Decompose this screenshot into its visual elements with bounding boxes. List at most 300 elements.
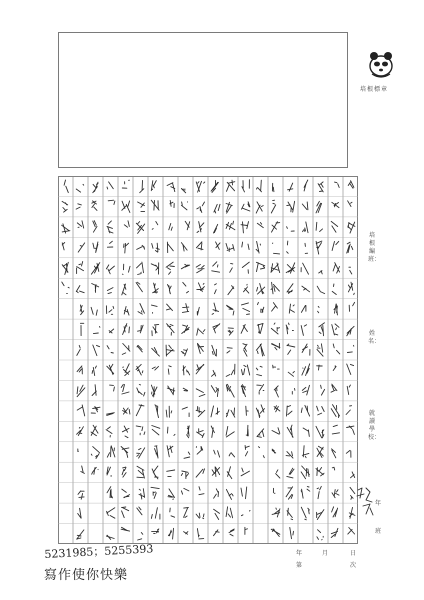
handwritten-character-mark: [273, 365, 280, 369]
handwritten-character-mark: [257, 429, 264, 438]
handwritten-character-mark: [62, 282, 69, 294]
handwritten-character-mark: [287, 227, 295, 232]
handwritten-character-mark: [271, 200, 275, 213]
handwritten-character-mark: [301, 487, 310, 499]
handwritten-character-mark: [256, 405, 264, 418]
handwritten-character-mark: [303, 222, 308, 233]
handwritten-character-mark: [211, 386, 218, 397]
handwritten-character-mark: [331, 221, 338, 232]
handwritten-character-mark: [271, 282, 279, 294]
handwritten-character-mark: [77, 345, 80, 355]
handwritten-character-mark: [347, 426, 355, 434]
handwritten-character-mark: [62, 243, 64, 250]
handwritten-character-mark: [78, 243, 85, 252]
handwritten-character-mark: [138, 325, 144, 333]
handwritten-character-mark: [213, 324, 220, 333]
handwritten-character-mark: [137, 262, 144, 274]
handwritten-character-mark: [182, 325, 190, 333]
handwritten-character-mark: [273, 488, 275, 493]
handwritten-character-mark: [124, 243, 129, 253]
handwritten-character-mark: [196, 265, 204, 273]
handwritten-character-mark: [302, 364, 310, 376]
handwritten-character-mark: [271, 323, 279, 334]
handwritten-character-mark: [91, 425, 98, 436]
handwritten-character-mark: [152, 466, 158, 479]
handwritten-character-mark: [242, 242, 249, 249]
handwritten-character-mark: [242, 365, 250, 375]
handwritten-character-mark: [290, 528, 294, 539]
handwritten-character-mark: [152, 426, 160, 435]
handwritten-character-mark: [241, 511, 250, 516]
handwritten-character-mark: [110, 385, 115, 391]
handwritten-character-mark: [347, 385, 350, 395]
handwritten-character-mark: [246, 406, 248, 415]
handwritten-character-mark: [333, 366, 336, 371]
handwritten-character-mark: [92, 385, 96, 396]
handwritten-character-mark: [152, 222, 158, 230]
handwritten-character-mark: [302, 385, 309, 395]
handwritten-character-mark: [332, 425, 339, 434]
handwritten-character-mark: [226, 408, 234, 417]
handwritten-character-mark: [137, 466, 145, 478]
handwritten-character-mark: [167, 386, 175, 395]
handwritten-character-mark: [151, 200, 159, 210]
handwritten-character-mark: [316, 426, 324, 438]
handwritten-character-mark: [316, 201, 322, 213]
handwritten-character-mark: [272, 183, 274, 191]
handwritten-character-mark: [276, 470, 280, 478]
handwritten-character-mark: [241, 325, 247, 334]
handwritten-character-mark: [107, 364, 114, 374]
handwritten-character-mark: [106, 306, 113, 315]
school-field-label: 就讀學校：: [368, 410, 381, 441]
handwritten-character-mark: [168, 489, 175, 499]
handwritten-character-mark: [151, 508, 160, 519]
handwritten-character-mark: [347, 326, 354, 336]
month-label: 月: [322, 550, 329, 557]
handwritten-character-mark: [214, 489, 219, 498]
handwritten-character-mark: [167, 324, 175, 336]
handwritten-character-mark: [64, 180, 68, 193]
handwritten-character-mark: [287, 508, 293, 519]
handwritten-character-mark: [152, 243, 160, 252]
handwritten-character-mark: [346, 450, 351, 457]
handwritten-character-mark: [316, 468, 324, 476]
handwritten-character-mark: [228, 328, 233, 335]
page-label: 第: [296, 562, 303, 569]
handwritten-character-mark: [287, 344, 295, 354]
handwritten-character-mark: [332, 202, 339, 207]
handwritten-character-mark: [168, 528, 173, 539]
handwritten-character-mark: [226, 221, 235, 230]
handwritten-character-mark: [228, 286, 234, 295]
handwritten-character-mark: [317, 530, 323, 540]
handwritten-character-mark: [109, 329, 114, 333]
handwritten-character-mark: [216, 242, 220, 250]
handwritten-character-mark: [181, 471, 188, 479]
handwritten-character-mark: [272, 343, 280, 350]
handwritten-character-mark: [301, 325, 306, 336]
handwritten-character-mark: [166, 406, 172, 417]
handwritten-character-mark: [152, 529, 159, 534]
handwritten-character-mark: [348, 282, 354, 294]
day-label: 日: [350, 550, 357, 557]
handwritten-character-mark: [331, 528, 338, 537]
handwritten-character-mark: [91, 447, 99, 459]
handwritten-character-mark: [77, 427, 84, 436]
handwritten-character-mark: [167, 183, 175, 192]
handwritten-character-mark: [258, 447, 264, 458]
handwritten-character-mark: [122, 344, 130, 355]
handwritten-character-mark: [226, 364, 235, 376]
contact-stamp: [44, 542, 154, 583]
handwritten-character-mark: [166, 262, 174, 274]
handwritten-character-mark: [214, 204, 220, 213]
handwritten-character-mark: [212, 345, 217, 356]
class-suffix-label: 班: [374, 528, 381, 535]
handwritten-character-mark: [317, 365, 323, 370]
handwritten-character-mark: [124, 307, 129, 316]
handwritten-character-mark: [287, 201, 295, 212]
handwritten-character-mark: [151, 181, 156, 191]
handwritten-character-mark: [107, 346, 113, 353]
handwritten-character-mark: [77, 262, 84, 274]
handwritten-character-mark: [151, 385, 157, 397]
handwritten-character-mark: [91, 407, 100, 414]
handwritten-character-mark: [212, 370, 216, 376]
handwritten-character-mark: [256, 366, 262, 375]
teacher-comment-box: [58, 32, 348, 168]
handwritten-character-mark: [229, 453, 235, 457]
handwritten-character-mark: [288, 183, 293, 191]
handwritten-character-mark: [332, 324, 339, 335]
handwritten-character-mark: [301, 466, 309, 479]
handwritten-character-mark: [197, 429, 205, 438]
handwritten-character-mark: [257, 180, 262, 192]
handwritten-character-mark: [271, 529, 280, 537]
handwritten-character-mark: [272, 303, 278, 312]
handwritten-character-mark: [257, 385, 264, 395]
handwritten-character-mark: [227, 180, 235, 191]
handwritten-character-mark: [317, 406, 325, 415]
handwritten-character-mark: [183, 388, 187, 391]
handwritten-character-mark: [136, 426, 145, 435]
handwritten-character-mark: [302, 344, 310, 355]
handwritten-character-mark: [182, 304, 188, 313]
handwritten-character-mark: [107, 446, 115, 457]
handwritten-character-mark: [302, 446, 309, 458]
handwritten-character-mark: [321, 385, 325, 395]
handwritten-character-mark: [196, 407, 205, 417]
handwritten-character-mark: [245, 446, 249, 456]
handwritten-character-mark: [108, 200, 115, 204]
handwritten-character-mark: [319, 323, 325, 336]
handwritten-character-mark: [274, 406, 280, 412]
handwritten-character-mark: [152, 348, 160, 357]
handwritten-character-mark: [318, 306, 320, 312]
handwritten-character-mark: [183, 282, 189, 293]
handwritten-character-mark: [137, 245, 145, 249]
handwritten-character-mark: [226, 202, 232, 213]
handwritten-character-mark: [316, 241, 322, 254]
handwritten-character-mark: [167, 242, 173, 253]
manuscript-grid: [58, 176, 358, 544]
handwritten-character-mark: [122, 507, 129, 518]
stamp-numbers: 5231985；5255393: [44, 542, 154, 561]
handwritten-character-mark: [93, 345, 100, 356]
handwritten-character-mark: [226, 384, 234, 397]
handwritten-character-mark: [227, 348, 232, 353]
handwritten-character-mark: [155, 405, 159, 418]
handwritten-character-mark: [81, 466, 85, 473]
handwritten-character-mark: [138, 304, 144, 315]
handwritten-character-mark: [151, 487, 159, 498]
handwritten-character-mark: [226, 426, 234, 437]
handwritten-character-mark: [214, 509, 220, 519]
handwritten-character-mark: [274, 386, 278, 397]
times-label: 次: [350, 562, 357, 569]
handwritten-character-mark: [196, 389, 205, 397]
handwritten-character-mark: [319, 271, 323, 274]
handwritten-character-mark: [348, 181, 354, 189]
handwritten-character-mark: [78, 508, 81, 518]
handwritten-character-mark: [272, 508, 280, 517]
handwritten-character-mark: [215, 284, 217, 294]
handwritten-character-mark: [271, 263, 280, 273]
handwritten-character-mark: [167, 470, 175, 477]
handwritten-character-mark: [349, 302, 354, 311]
handwritten-character-mark: [243, 344, 247, 357]
handwritten-character-mark: [256, 202, 263, 213]
handwritten-character-mark: [226, 489, 233, 499]
handwritten-character-mark: [347, 345, 353, 352]
handwritten-character-mark: [211, 406, 219, 417]
handwritten-character-mark: [184, 508, 189, 518]
handwritten-character-mark: [242, 262, 249, 273]
handwritten-character-mark: [349, 267, 352, 274]
handwritten-character-mark: [214, 450, 220, 457]
handwritten-character-mark: [211, 180, 218, 192]
handwritten-character-mark: [168, 366, 171, 375]
handwritten-character-mark: [348, 201, 352, 207]
handwritten-character-mark: [197, 328, 205, 335]
handwritten-character-mark: [351, 472, 355, 478]
handwritten-character-mark: [80, 323, 83, 335]
handwritten-character-mark: [302, 202, 308, 210]
handwritten-character-mark: [168, 427, 176, 435]
handwritten-character-mark: [122, 180, 129, 188]
handwritten-character-mark: [197, 283, 205, 292]
handwritten-character-mark: [181, 202, 187, 210]
handwritten-character-mark: [257, 284, 265, 295]
handwritten-character-mark: [152, 324, 159, 335]
handwritten-character-mark: [199, 487, 204, 495]
handwritten-character-mark: [152, 366, 158, 370]
handwritten-character-mark: [227, 467, 232, 479]
handwritten-character-mark: [257, 323, 263, 333]
handwritten-character-mark: [230, 263, 233, 272]
handwritten-character-mark: [348, 528, 355, 535]
handwritten-character-mark: [244, 284, 249, 293]
handwritten-character-mark: [107, 413, 115, 416]
handwritten-character-mark: [166, 304, 172, 311]
handwritten-character-mark: [93, 327, 100, 334]
handwritten-character-mark: [227, 305, 234, 315]
handwritten-character-mark: [76, 204, 81, 209]
handwritten-character-mark: [106, 427, 112, 437]
handwritten-character-mark: [107, 508, 115, 518]
handwritten-character-mark: [241, 303, 249, 315]
handwritten-character-mark: [140, 181, 144, 193]
handwritten-character-mark: [181, 189, 185, 193]
handwritten-character-mark: [138, 202, 145, 212]
handwritten-character-mark: [347, 364, 354, 375]
handwritten-character-mark: [196, 364, 204, 374]
handwritten-character-mark: [185, 221, 190, 230]
handwritten-character-mark: [301, 305, 306, 312]
handwritten-character-mark: [91, 263, 99, 275]
handwritten-character-mark: [301, 263, 308, 274]
handwritten-character-mark: [77, 366, 82, 374]
handwritten-character-mark: [184, 532, 188, 535]
handwritten-character-mark: [62, 262, 68, 274]
handwritten-character-mark: [332, 467, 334, 470]
handwritten-character-mark: [257, 223, 263, 228]
handwritten-character-mark: [317, 344, 323, 356]
handwritten-character-mark: [241, 487, 247, 499]
panda-mascot-icon: [364, 46, 398, 80]
handwritten-character-mark: [121, 384, 129, 394]
handwritten-character-mark: [153, 283, 159, 293]
handwritten-character-mark: [92, 201, 97, 211]
handwritten-character-mark: [292, 388, 295, 394]
handwritten-character-mark: [122, 489, 130, 498]
handwritten-character-mark: [287, 284, 293, 294]
handwritten-character-mark: [211, 426, 214, 437]
handwritten-character-mark: [332, 490, 339, 498]
handwritten-character-mark: [212, 467, 220, 477]
handwritten-character-mark: [136, 364, 143, 375]
grade-label: 年: [374, 500, 381, 507]
handwritten-character-mark: [122, 264, 130, 274]
handwritten-character-mark: [287, 241, 289, 253]
handwritten-character-mark: [288, 371, 294, 376]
handwritten-character-mark: [92, 366, 96, 376]
handwritten-character-mark: [303, 428, 309, 436]
handwritten-character-mark: [198, 343, 204, 353]
handwritten-character-mark: [76, 286, 84, 293]
handwritten-character-mark: [187, 426, 190, 438]
handwritten-character-mark: [93, 182, 98, 193]
handwritten-character-mark: [91, 307, 97, 315]
handwritten-character-mark: [123, 364, 130, 376]
handwritten-character-mark: [335, 182, 340, 187]
handwritten-character-mark: [196, 469, 204, 477]
handwritten-character-mark: [80, 305, 84, 315]
handwritten-character-mark: [183, 366, 190, 375]
handwritten-character-mark: [107, 487, 113, 498]
handwritten-character-mark: [346, 406, 352, 415]
handwritten-character-mark: [334, 304, 337, 315]
handwritten-character-mark: [332, 241, 339, 250]
handwritten-character-mark: [93, 221, 97, 233]
handwritten-character-mark: [136, 222, 144, 234]
handwritten-character-mark: [181, 349, 187, 356]
handwritten-character-mark: [287, 425, 293, 437]
handwritten-character-mark: [78, 449, 79, 452]
handwritten-character-mark: [106, 535, 114, 539]
handwritten-character-mark: [272, 428, 280, 435]
handwritten-character-mark: [197, 202, 205, 213]
handwritten-character-mark: [181, 243, 187, 252]
handwritten-character-mark: [286, 487, 293, 499]
handwritten-character-mark: [317, 510, 324, 520]
handwritten-character-mark: [273, 243, 280, 254]
handwritten-character-mark: [155, 446, 159, 458]
handwritten-character-mark: [78, 491, 84, 499]
handwritten-character-mark: [136, 282, 142, 292]
handwritten-character-mark: [166, 345, 174, 356]
handwritten-character-mark: [242, 180, 250, 192]
handwritten-character-mark: [92, 467, 98, 474]
handwritten-character-mark: [167, 446, 173, 457]
handwritten-character-mark: [316, 222, 322, 231]
handwritten-character-mark: [286, 323, 293, 334]
handwritten-character-mark: [137, 345, 142, 352]
handwritten-character-mark: [107, 288, 113, 294]
handwritten-character-mark: [122, 426, 129, 438]
handwritten-character-mark: [256, 241, 260, 253]
handwritten-character-mark: [107, 241, 112, 247]
handwritten-character-mark: [93, 242, 98, 253]
class-field-label: 培根編班：: [368, 232, 381, 263]
handwritten-character-mark: [318, 182, 323, 192]
handwritten-character-mark: [304, 180, 308, 191]
handwritten-character-mark: [182, 407, 189, 416]
handwritten-character-mark: [181, 488, 189, 494]
handwritten-character-mark: [121, 527, 130, 531]
handwritten-character-mark: [256, 262, 264, 271]
handwritten-character-mark: [196, 242, 203, 250]
handwritten-character-mark: [302, 286, 310, 292]
handwritten-character-mark: [272, 222, 280, 232]
name-field-label: 姓名：: [368, 330, 381, 345]
handwritten-character-mark: [245, 527, 248, 534]
handwritten-character-mark: [121, 447, 129, 458]
handwritten-character-mark: [301, 405, 309, 416]
handwritten-character-mark: [197, 529, 203, 539]
handwritten-character-mark: [286, 263, 295, 273]
handwritten-character-mark: [196, 513, 204, 519]
handwritten-character-mark: [77, 530, 84, 539]
handwritten-character-mark: [92, 284, 99, 293]
handwritten-character-mark: [107, 182, 113, 189]
handwritten-character-mark: [107, 221, 113, 233]
handwritten-character-mark: [122, 201, 130, 213]
handwritten-character-mark: [333, 263, 339, 274]
handwritten-character-mark: [197, 307, 199, 315]
handwritten-character-mark: [317, 446, 323, 457]
handwritten-character-mark: [62, 224, 70, 233]
handwritten-character-mark: [107, 467, 111, 476]
handwritten-character-mark: [332, 507, 338, 517]
handwritten-character-mark: [272, 449, 276, 453]
handwritten-character-mark: [317, 486, 321, 498]
handwritten-character-mark: [181, 264, 189, 269]
handwritten-character-mark: [62, 201, 68, 212]
handwritten-character-mark: [317, 286, 325, 293]
handwritten-character-mark: [106, 265, 114, 274]
